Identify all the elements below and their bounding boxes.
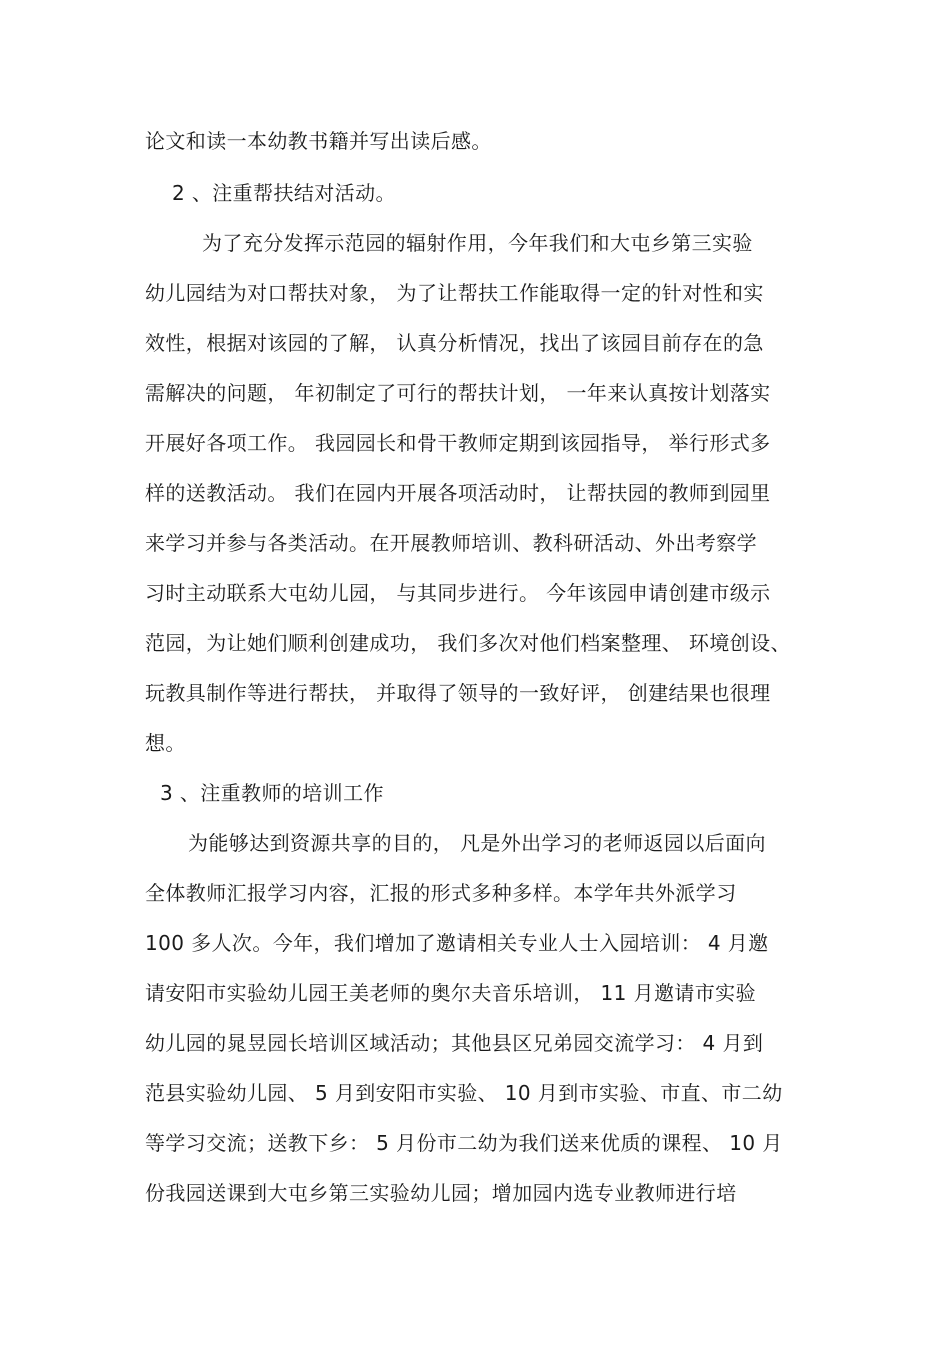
text-line: 幼儿园结为对口帮扶对象， 为了让帮扶工作能取得一定的针对性和实 <box>145 281 764 305</box>
text-line: 样的送教活动。 我们在园内开展各项活动时， 让帮扶园的教师到园里 <box>145 481 771 505</box>
text-line: 为了充分发挥示范园的辐射作用，今年我们和大屯乡第三实验 <box>202 231 753 255</box>
text-line: 为能够达到资源共享的目的， 凡是外出学习的老师返园以后面向 <box>188 831 766 855</box>
text-line: 效性，根据对该园的了解， 认真分析情况，找出了该园目前存在的急 <box>145 331 764 355</box>
text-line: 论文和读一本幼教书籍并写出读后感。 <box>145 129 492 153</box>
text-line: 份我园送课到大屯乡第三实验幼儿园；增加园内选专业教师进行培 <box>145 1181 737 1205</box>
text-line: 想。 <box>145 731 186 755</box>
section-heading: 2 、注重帮扶结对活动。 <box>172 181 396 205</box>
text-line: 全体教师汇报学习内容，汇报的形式多种多样。本学年共外派学习 <box>145 881 737 905</box>
text-line: 范县实验幼儿园、 5 月到安阳市实验、 10 月到市实验、市直、市二幼 <box>145 1081 783 1105</box>
text-line: 幼儿园的晁昱园长培训区域活动；其他县区兄弟园交流学习： 4 月到 <box>145 1031 764 1055</box>
text-line: 范园，为让她们顺利创建成功， 我们多次对他们档案整理、 环境创设、 <box>145 631 791 655</box>
text-line: 等学习交流；送教下乡： 5 月份市二幼为我们送来优质的课程、 10 月 <box>145 1131 783 1155</box>
text-line: 习时主动联系大屯幼儿园， 与其同步进行。 今年该园申请创建市级示 <box>145 581 771 605</box>
text-line: 玩教具制作等进行帮扶， 并取得了领导的一致好评， 创建结果也很理 <box>145 681 771 705</box>
text-line: 来学习并参与各类活动。在开展教师培训、教科研活动、外出考察学 <box>145 531 757 555</box>
section-heading: 3 、注重教师的培训工作 <box>160 781 384 805</box>
text-line: 开展好各项工作。 我园园长和骨干教师定期到该园指导， 举行形式多 <box>145 431 771 455</box>
text-line: 请安阳市实验幼儿园王美老师的奥尔夫音乐培训， 11 月邀请市实验 <box>145 981 756 1005</box>
text-line: 需解决的问题， 年初制定了可行的帮扶计划， 一年来认真按计划落实 <box>145 381 771 405</box>
text-line: 100 多人次。今年，我们增加了邀请相关专业人士入园培训： 4 月邀 <box>145 931 769 955</box>
